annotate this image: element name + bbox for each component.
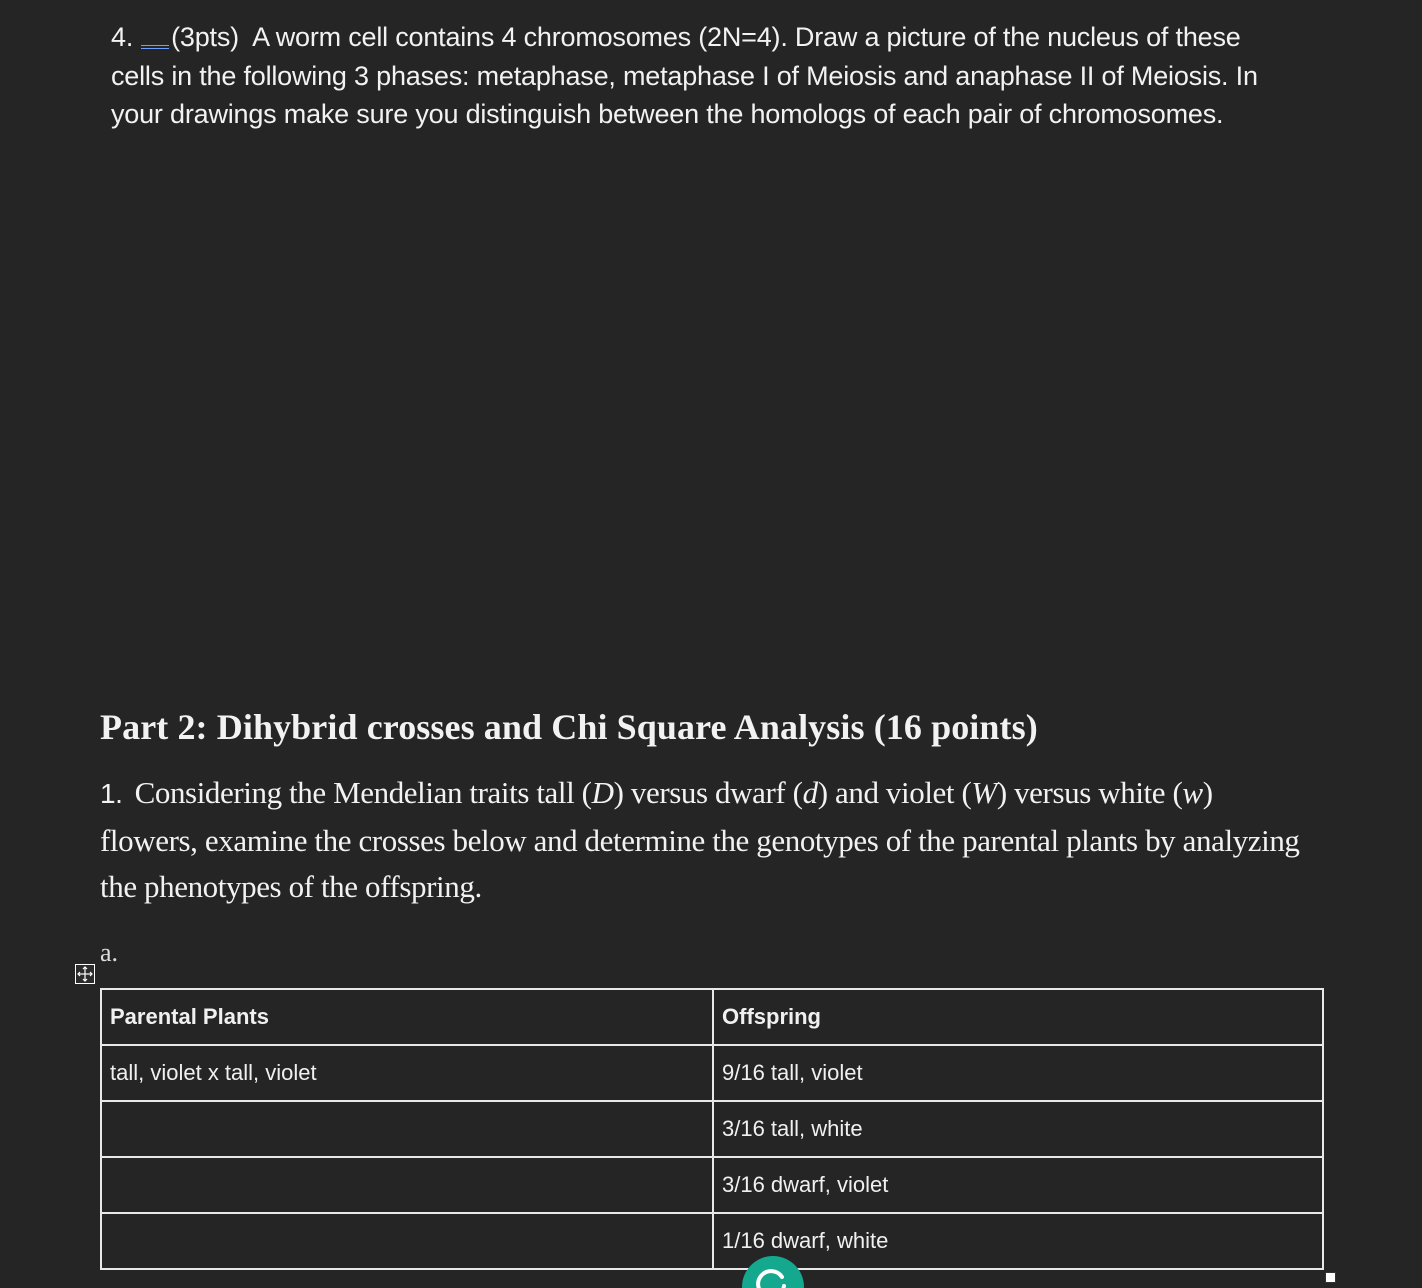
question-1-text-part: ) and violet (	[817, 775, 972, 810]
allele-d: d	[802, 775, 818, 810]
answer-blank[interactable]	[141, 44, 169, 46]
move-icon[interactable]	[75, 964, 95, 984]
question-4-number: 4.	[111, 22, 134, 52]
header-parental-plants: Parental Plants	[101, 989, 713, 1045]
table-row	[101, 1045, 1323, 1101]
table-row	[101, 1157, 1323, 1213]
question-4	[111, 18, 1291, 134]
allele-w: w	[1182, 775, 1203, 810]
question-4-text: A worm cell contains 4 chromosomes (2N=4). Draw a picture of the nucleus of these cells in the following 3 phases: metaphase, metaphase I of Meiosis and anaphase II of Meiosis. In your drawings make sure you distinguish between the homologs of each pair of chromosomes.	[111, 22, 1258, 129]
table-cell[interactable]: tall, violet x tall, violet	[101, 1045, 713, 1101]
table-cell[interactable]: 3/16 dwarf, violet	[713, 1157, 1323, 1213]
grammarly-icon[interactable]	[742, 1256, 804, 1288]
allele-D: D	[591, 775, 614, 810]
table-resize-handle[interactable]	[1325, 1272, 1336, 1283]
table-cell[interactable]: 1/16 dwarf, white	[713, 1213, 1323, 1269]
header-offspring: Offspring	[713, 989, 1323, 1045]
table-cell[interactable]	[101, 1157, 713, 1213]
table-row	[101, 1213, 1323, 1269]
table-row	[101, 1101, 1323, 1157]
dihybrid-cross-table	[100, 988, 1324, 1270]
table-cell[interactable]	[101, 1101, 713, 1157]
allele-W: W	[971, 775, 997, 810]
question-1-text-part: ) versus white (	[996, 775, 1183, 810]
question-1-text-part: ) flowers, examine the crosses below and determine the genotypes of the parental plants by analyzing the phenotypes of the offspring.	[100, 775, 1300, 904]
table-cell[interactable]	[101, 1213, 713, 1269]
part-2-title: Part 2: Dihybrid crosses and Chi Square Analysis (16 points)	[100, 707, 1038, 747]
table-header-row	[101, 989, 1323, 1045]
sub-question-a-label: a.	[100, 938, 119, 967]
table-cell[interactable]: 3/16 tall, white	[713, 1101, 1323, 1157]
table-cell[interactable]: 9/16 tall, violet	[713, 1045, 1323, 1101]
question-1-text-part: ) versus dwarf (	[613, 775, 803, 810]
question-4-points: (3pts)	[171, 22, 239, 52]
question-1	[100, 770, 1300, 911]
question-1-number: 1.	[100, 778, 123, 809]
question-1-text-part: Considering the Mendelian traits tall (	[134, 775, 592, 810]
